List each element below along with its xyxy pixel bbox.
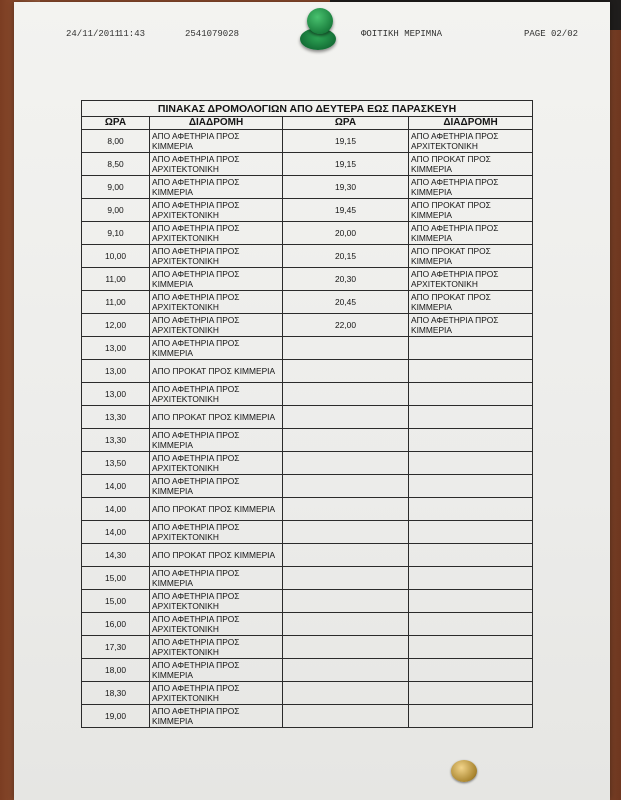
brass-pin-icon — [451, 760, 477, 782]
cell-time-left: 9,10 — [82, 222, 150, 245]
table-row — [82, 383, 533, 406]
table-row — [82, 498, 533, 521]
cell-time-right: 19,15 — [283, 153, 409, 176]
cell-time-left: 13,30 — [82, 406, 150, 429]
fax-page-number: PAGE 02/02 — [524, 29, 579, 39]
cell-route-left: ΑΠΟ ΑΦΕΤΗΡΙΑ ΠΡΟΣ ΚΙΜΜΕΡΙΑ — [150, 705, 283, 728]
table-row — [82, 268, 533, 291]
table-title: ΠΙΝΑΚΑΣ ΔΡΟΜΟΛΟΓΙΩΝ ΑΠΟ ΔΕΥΤΕΡΑ ΕΩΣ ΠΑΡΑΣΚΕΥΗ — [82, 101, 533, 117]
cell-time-left: 9,00 — [82, 176, 150, 199]
cell-time-left: 12,00 — [82, 314, 150, 337]
cell-time-left: 10,00 — [82, 245, 150, 268]
cell-time-right — [283, 567, 409, 590]
cell-route-left: ΑΠΟ ΑΦΕΤΗΡΙΑ ΠΡΟΣ ΚΙΜΜΕΡΙΑ — [150, 567, 283, 590]
column-header-time-left: ΩΡΑ — [82, 117, 150, 130]
cell-time-right — [283, 659, 409, 682]
table-row — [82, 521, 533, 544]
cell-time-right: 20,00 — [283, 222, 409, 245]
cell-route-left: ΑΠΟ ΑΦΕΤΗΡΙΑ ΠΡΟΣ ΑΡΧΙΤΕΚΤΟΝΙΚΗ — [150, 383, 283, 406]
cell-time-right — [283, 682, 409, 705]
cell-route-right: ΑΠΟ ΑΦΕΤΗΡΙΑ ΠΡΟΣ ΚΙΜΜΕΡΙΑ — [409, 222, 533, 245]
cell-route-right — [409, 567, 533, 590]
cell-route-right — [409, 452, 533, 475]
cell-time-left: 15,00 — [82, 567, 150, 590]
cell-time-right — [283, 521, 409, 544]
cell-route-right — [409, 498, 533, 521]
table-row — [82, 130, 533, 153]
fax-date: 24/11/2011 — [66, 29, 121, 39]
green-pushpin-icon — [307, 8, 333, 34]
cell-route-left: ΑΠΟ ΑΦΕΤΗΡΙΑ ΠΡΟΣ ΑΡΧΙΤΕΚΤΟΝΙΚΗ — [150, 613, 283, 636]
cell-route-left: ΑΠΟ ΑΦΕΤΗΡΙΑ ΠΡΟΣ ΑΡΧΙΤΕΚΤΟΝΙΚΗ — [150, 521, 283, 544]
cell-time-right: 19,15 — [283, 130, 409, 153]
cell-time-right — [283, 613, 409, 636]
cell-time-right — [283, 498, 409, 521]
cell-route-right: ΑΠΟ ΑΦΕΤΗΡΙΑ ΠΡΟΣ ΚΙΜΜΕΡΙΑ — [409, 176, 533, 199]
cell-route-right — [409, 659, 533, 682]
cell-time-right — [283, 590, 409, 613]
cell-time-right: 20,45 — [283, 291, 409, 314]
cell-time-left: 17,30 — [82, 636, 150, 659]
cell-time-right — [283, 636, 409, 659]
cell-route-right: ΑΠΟ ΠΡΟΚΑΤ ΠΡΟΣ ΚΙΜΜΕΡΙΑ — [409, 199, 533, 222]
cell-time-left: 11,00 — [82, 291, 150, 314]
cell-route-right — [409, 406, 533, 429]
bus-schedule-table — [81, 100, 533, 728]
table-row — [82, 429, 533, 452]
cell-time-left: 14,00 — [82, 475, 150, 498]
cell-route-right: ΑΠΟ ΑΦΕΤΗΡΙΑ ΠΡΟΣ ΑΡΧΙΤΕΚΤΟΝΙΚΗ — [409, 130, 533, 153]
cell-time-left: 13,00 — [82, 360, 150, 383]
cell-time-left: 13,00 — [82, 383, 150, 406]
cell-route-left: ΑΠΟ ΑΦΕΤΗΡΙΑ ΠΡΟΣ ΑΡΧΙΤΕΚΤΟΝΙΚΗ — [150, 636, 283, 659]
cell-time-left: 19,00 — [82, 705, 150, 728]
cell-route-left: ΑΠΟ ΑΦΕΤΗΡΙΑ ΠΡΟΣ ΑΡΧΙΤΕΚΤΟΝΙΚΗ — [150, 222, 283, 245]
cell-time-left: 8,00 — [82, 130, 150, 153]
cell-route-left: ΑΠΟ ΑΦΕΤΗΡΙΑ ΠΡΟΣ ΑΡΧΙΤΕΚΤΟΝΙΚΗ — [150, 199, 283, 222]
cell-route-right: ΑΠΟ ΠΡΟΚΑΤ ΠΡΟΣ ΚΙΜΜΕΡΙΑ — [409, 153, 533, 176]
cell-time-left: 14,30 — [82, 544, 150, 567]
cell-time-left: 13,50 — [82, 452, 150, 475]
cell-route-left: ΑΠΟ ΑΦΕΤΗΡΙΑ ΠΡΟΣ ΑΡΧΙΤΕΚΤΟΝΙΚΗ — [150, 452, 283, 475]
fax-sender: ΦΟΙΤΙΚΗ ΜΕΡΙΜΝΑ — [361, 29, 443, 39]
table-row — [82, 245, 533, 268]
cell-route-left: ΑΠΟ ΠΡΟΚΑΤ ΠΡΟΣ ΚΙΜΜΕΡΙΑ — [150, 360, 283, 383]
table-row — [82, 475, 533, 498]
cell-time-right: 22,00 — [283, 314, 409, 337]
cell-time-left: 18,00 — [82, 659, 150, 682]
cell-route-left: ΑΠΟ ΑΦΕΤΗΡΙΑ ΠΡΟΣ ΚΙΜΜΕΡΙΑ — [150, 475, 283, 498]
cell-route-left: ΑΠΟ ΑΦΕΤΗΡΙΑ ΠΡΟΣ ΚΙΜΜΕΡΙΑ — [150, 337, 283, 360]
column-header-route-left: ΔΙΑΔΡΟΜΗ — [150, 117, 283, 130]
cell-route-right — [409, 544, 533, 567]
faxed-schedule-sheet — [14, 2, 610, 800]
cell-time-left: 13,00 — [82, 337, 150, 360]
cell-route-right: ΑΠΟ ΑΦΕΤΗΡΙΑ ΠΡΟΣ ΑΡΧΙΤΕΚΤΟΝΙΚΗ — [409, 268, 533, 291]
table-row — [82, 314, 533, 337]
table-row — [82, 452, 533, 475]
table-row — [82, 406, 533, 429]
cell-time-right — [283, 337, 409, 360]
cell-time-right — [283, 544, 409, 567]
cell-route-right — [409, 682, 533, 705]
table-row — [82, 360, 533, 383]
cell-route-left: ΑΠΟ ΑΦΕΤΗΡΙΑ ΠΡΟΣ ΑΡΧΙΤΕΚΤΟΝΙΚΗ — [150, 682, 283, 705]
cell-time-right — [283, 360, 409, 383]
fax-time: 11:43 — [118, 29, 146, 39]
cell-time-right: 19,45 — [283, 199, 409, 222]
table-row — [82, 199, 533, 222]
table-row — [82, 590, 533, 613]
table-row — [82, 613, 533, 636]
cell-route-left: ΑΠΟ ΑΦΕΤΗΡΙΑ ΠΡΟΣ ΚΙΜΜΕΡΙΑ — [150, 268, 283, 291]
table-row — [82, 176, 533, 199]
cell-route-right — [409, 636, 533, 659]
cell-time-left: 11,00 — [82, 268, 150, 291]
schedule-rows — [82, 130, 533, 728]
cell-route-right — [409, 705, 533, 728]
cell-route-right — [409, 383, 533, 406]
cell-route-left: ΑΠΟ ΠΡΟΚΑΤ ΠΡΟΣ ΚΙΜΜΕΡΙΑ — [150, 544, 283, 567]
table-row — [82, 337, 533, 360]
cell-route-left: ΑΠΟ ΑΦΕΤΗΡΙΑ ΠΡΟΣ ΚΙΜΜΕΡΙΑ — [150, 130, 283, 153]
table-row — [82, 682, 533, 705]
cell-time-right — [283, 475, 409, 498]
table-row — [82, 153, 533, 176]
cell-time-right: 19,30 — [283, 176, 409, 199]
cell-time-left: 16,00 — [82, 613, 150, 636]
cell-time-right: 20,15 — [283, 245, 409, 268]
cell-time-right — [283, 705, 409, 728]
cell-route-right — [409, 475, 533, 498]
cell-time-right — [283, 429, 409, 452]
cell-route-right — [409, 521, 533, 544]
cell-time-left: 8,50 — [82, 153, 150, 176]
cell-time-right: 20,30 — [283, 268, 409, 291]
table-row — [82, 567, 533, 590]
cell-route-left: ΑΠΟ ΑΦΕΤΗΡΙΑ ΠΡΟΣ ΚΙΜΜΕΡΙΑ — [150, 429, 283, 452]
cell-time-left: 14,00 — [82, 521, 150, 544]
table-row — [82, 705, 533, 728]
table-row — [82, 659, 533, 682]
cell-route-left: ΑΠΟ ΑΦΕΤΗΡΙΑ ΠΡΟΣ ΑΡΧΙΤΕΚΤΟΝΙΚΗ — [150, 245, 283, 268]
cell-route-right: ΑΠΟ ΑΦΕΤΗΡΙΑ ΠΡΟΣ ΚΙΜΜΕΡΙΑ — [409, 314, 533, 337]
cell-route-right: ΑΠΟ ΠΡΟΚΑΤ ΠΡΟΣ ΚΙΜΜΕΡΙΑ — [409, 291, 533, 314]
cell-route-right — [409, 590, 533, 613]
table-row — [82, 222, 533, 245]
cell-time-right — [283, 452, 409, 475]
table-row — [82, 291, 533, 314]
cell-route-right — [409, 360, 533, 383]
cell-route-left: ΑΠΟ ΑΦΕΤΗΡΙΑ ΠΡΟΣ ΑΡΧΙΤΕΚΤΟΝΙΚΗ — [150, 291, 283, 314]
cell-route-right: ΑΠΟ ΠΡΟΚΑΤ ΠΡΟΣ ΚΙΜΜΕΡΙΑ — [409, 245, 533, 268]
cell-route-right — [409, 337, 533, 360]
table-row — [82, 636, 533, 659]
cell-route-left: ΑΠΟ ΑΦΕΤΗΡΙΑ ΠΡΟΣ ΑΡΧΙΤΕΚΤΟΝΙΚΗ — [150, 153, 283, 176]
column-header-time-right: ΩΡΑ — [283, 117, 409, 130]
cell-route-left: ΑΠΟ ΠΡΟΚΑΤ ΠΡΟΣ ΚΙΜΜΕΡΙΑ — [150, 498, 283, 521]
cell-time-left: 18,30 — [82, 682, 150, 705]
cell-route-left: ΑΠΟ ΠΡΟΚΑΤ ΠΡΟΣ ΚΙΜΜΕΡΙΑ — [150, 406, 283, 429]
cell-route-right — [409, 429, 533, 452]
column-header-route-right: ΔΙΑΔΡΟΜΗ — [409, 117, 533, 130]
cell-route-left: ΑΠΟ ΑΦΕΤΗΡΙΑ ΠΡΟΣ ΚΙΜΜΕΡΙΑ — [150, 659, 283, 682]
cell-time-left: 14,00 — [82, 498, 150, 521]
cell-time-left: 9,00 — [82, 199, 150, 222]
table-row — [82, 544, 533, 567]
cell-route-left: ΑΠΟ ΑΦΕΤΗΡΙΑ ΠΡΟΣ ΑΡΧΙΤΕΚΤΟΝΙΚΗ — [150, 590, 283, 613]
cell-route-right — [409, 613, 533, 636]
cell-time-left: 15,00 — [82, 590, 150, 613]
cell-time-right — [283, 383, 409, 406]
cell-route-left: ΑΠΟ ΑΦΕΤΗΡΙΑ ΠΡΟΣ ΚΙΜΜΕΡΙΑ — [150, 176, 283, 199]
cell-time-right — [283, 406, 409, 429]
cell-time-left: 13,30 — [82, 429, 150, 452]
fax-phone-number: 2541079028 — [185, 29, 240, 39]
cell-route-left: ΑΠΟ ΑΦΕΤΗΡΙΑ ΠΡΟΣ ΑΡΧΙΤΕΚΤΟΝΙΚΗ — [150, 314, 283, 337]
